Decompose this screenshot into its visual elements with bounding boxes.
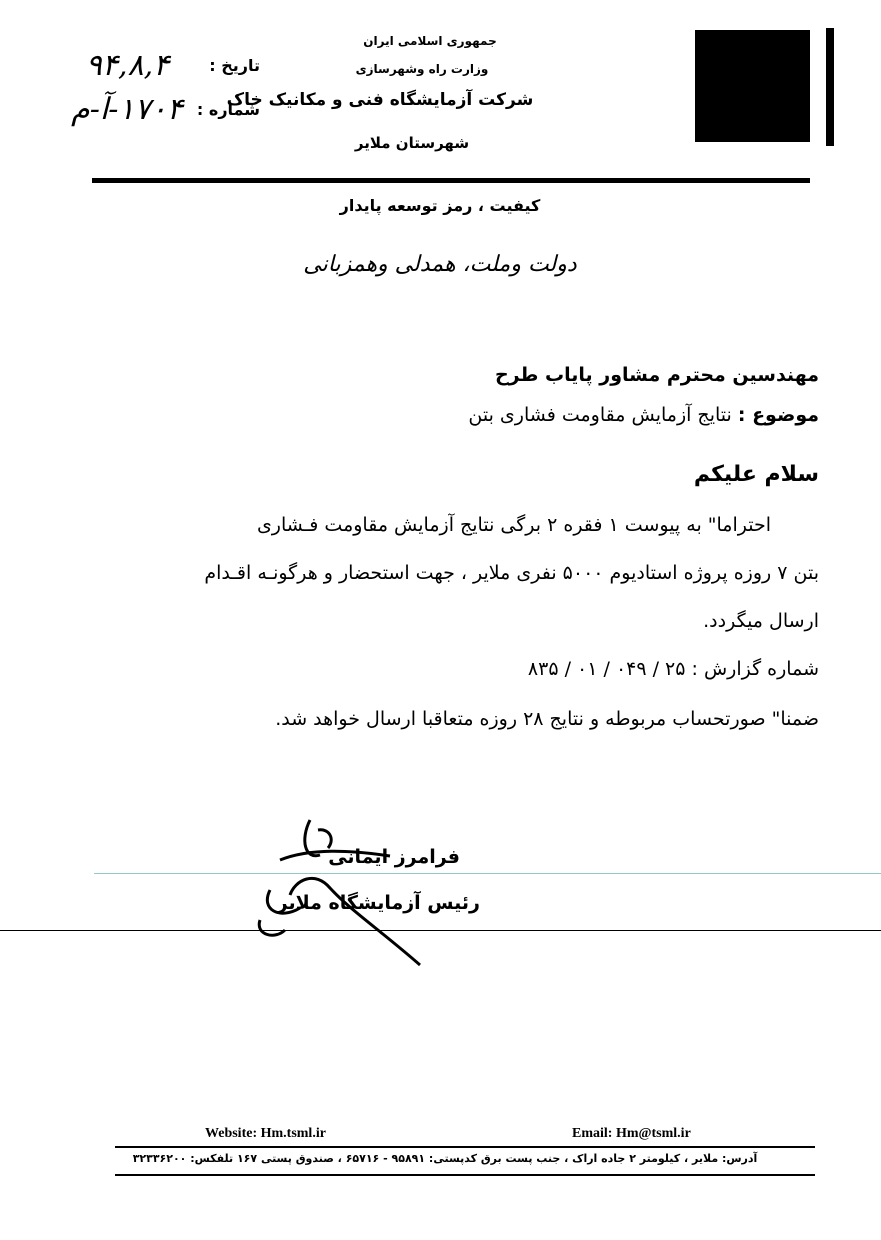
company-name: شرکت آزمایشگاه فنی و مکانیک خاک	[226, 90, 534, 110]
date-label: تاریخ :	[209, 56, 260, 75]
slogan: کیفیت ، رمز توسعه پایدار	[339, 196, 541, 215]
handwritten-signature	[240, 800, 440, 970]
republic-title: جمهوری اسلامی ایران	[363, 34, 497, 48]
number-value: ۱۷۰۴-آ-م	[71, 92, 183, 127]
report-number: شماره گزارش : ۲۵ / ۰۴۹ / ۰۱ / ۸۳۵	[527, 658, 819, 680]
addressee: مهندسین محترم مشاور پایاب طرح	[494, 364, 819, 386]
fold-line	[0, 930, 881, 931]
follow-up-note: ضمنا" صورتحساب مربوطه و نتایج ۲۸ روزه متعاقبا ارسال خواهد شد.	[275, 708, 819, 730]
website-label: Website: Hm.tsml.ir	[205, 1126, 326, 1141]
footer-divider-top	[115, 1146, 815, 1148]
signatory-title: رئیس آزمایشگاه ملایر	[276, 892, 480, 914]
redacted-logo	[695, 30, 810, 142]
signatory-name: فرامرز ایمانی	[328, 846, 460, 868]
greeting: سلام علیکم	[693, 462, 819, 487]
subject-label: موضوع :	[737, 404, 819, 426]
address-line: آدرس: ملایر ، کیلومتر ۲ جاده اراک ، جنب پست برق کدپستی: ۹۵۸۹۱ - ۶۵۷۱۶ ، صندوق پستی ۱۶۷ تلفکس: ۳۲۳۳۶۲۰۰	[132, 1152, 758, 1165]
paragraph-line-3: ارسال میگردد.	[703, 610, 819, 632]
paragraph-line-1: احتراما" به پیوست ۱ فقره ۲ برگی نتایج آزمایش مقاومت فـشاری	[256, 514, 771, 536]
motto: دولت وملت، همدلی وهمزبانی	[303, 252, 577, 277]
subject-text: نتایج آزمایش مقاومت فشاری بتن	[468, 404, 732, 426]
subject-line	[468, 404, 819, 426]
number-label: شماره :	[196, 100, 260, 119]
scan-line	[94, 873, 881, 874]
ministry-title: وزارت راه وشهرسازی	[355, 62, 489, 76]
paragraph-line-2: بتن ۷ روزه پروژه استادیوم ۵۰۰۰ نفری ملایر ، جهت استحضار و هرگونـه اقـدام	[204, 562, 819, 584]
email-label: Email: Hm@tsml.ir	[572, 1126, 691, 1141]
date-value: ۹۴,۸,۴	[85, 48, 170, 83]
logo-side-bar	[826, 28, 834, 146]
city-name: شهرستان ملایر	[354, 134, 470, 152]
header-divider	[92, 178, 810, 183]
footer-divider-bottom	[115, 1174, 815, 1176]
